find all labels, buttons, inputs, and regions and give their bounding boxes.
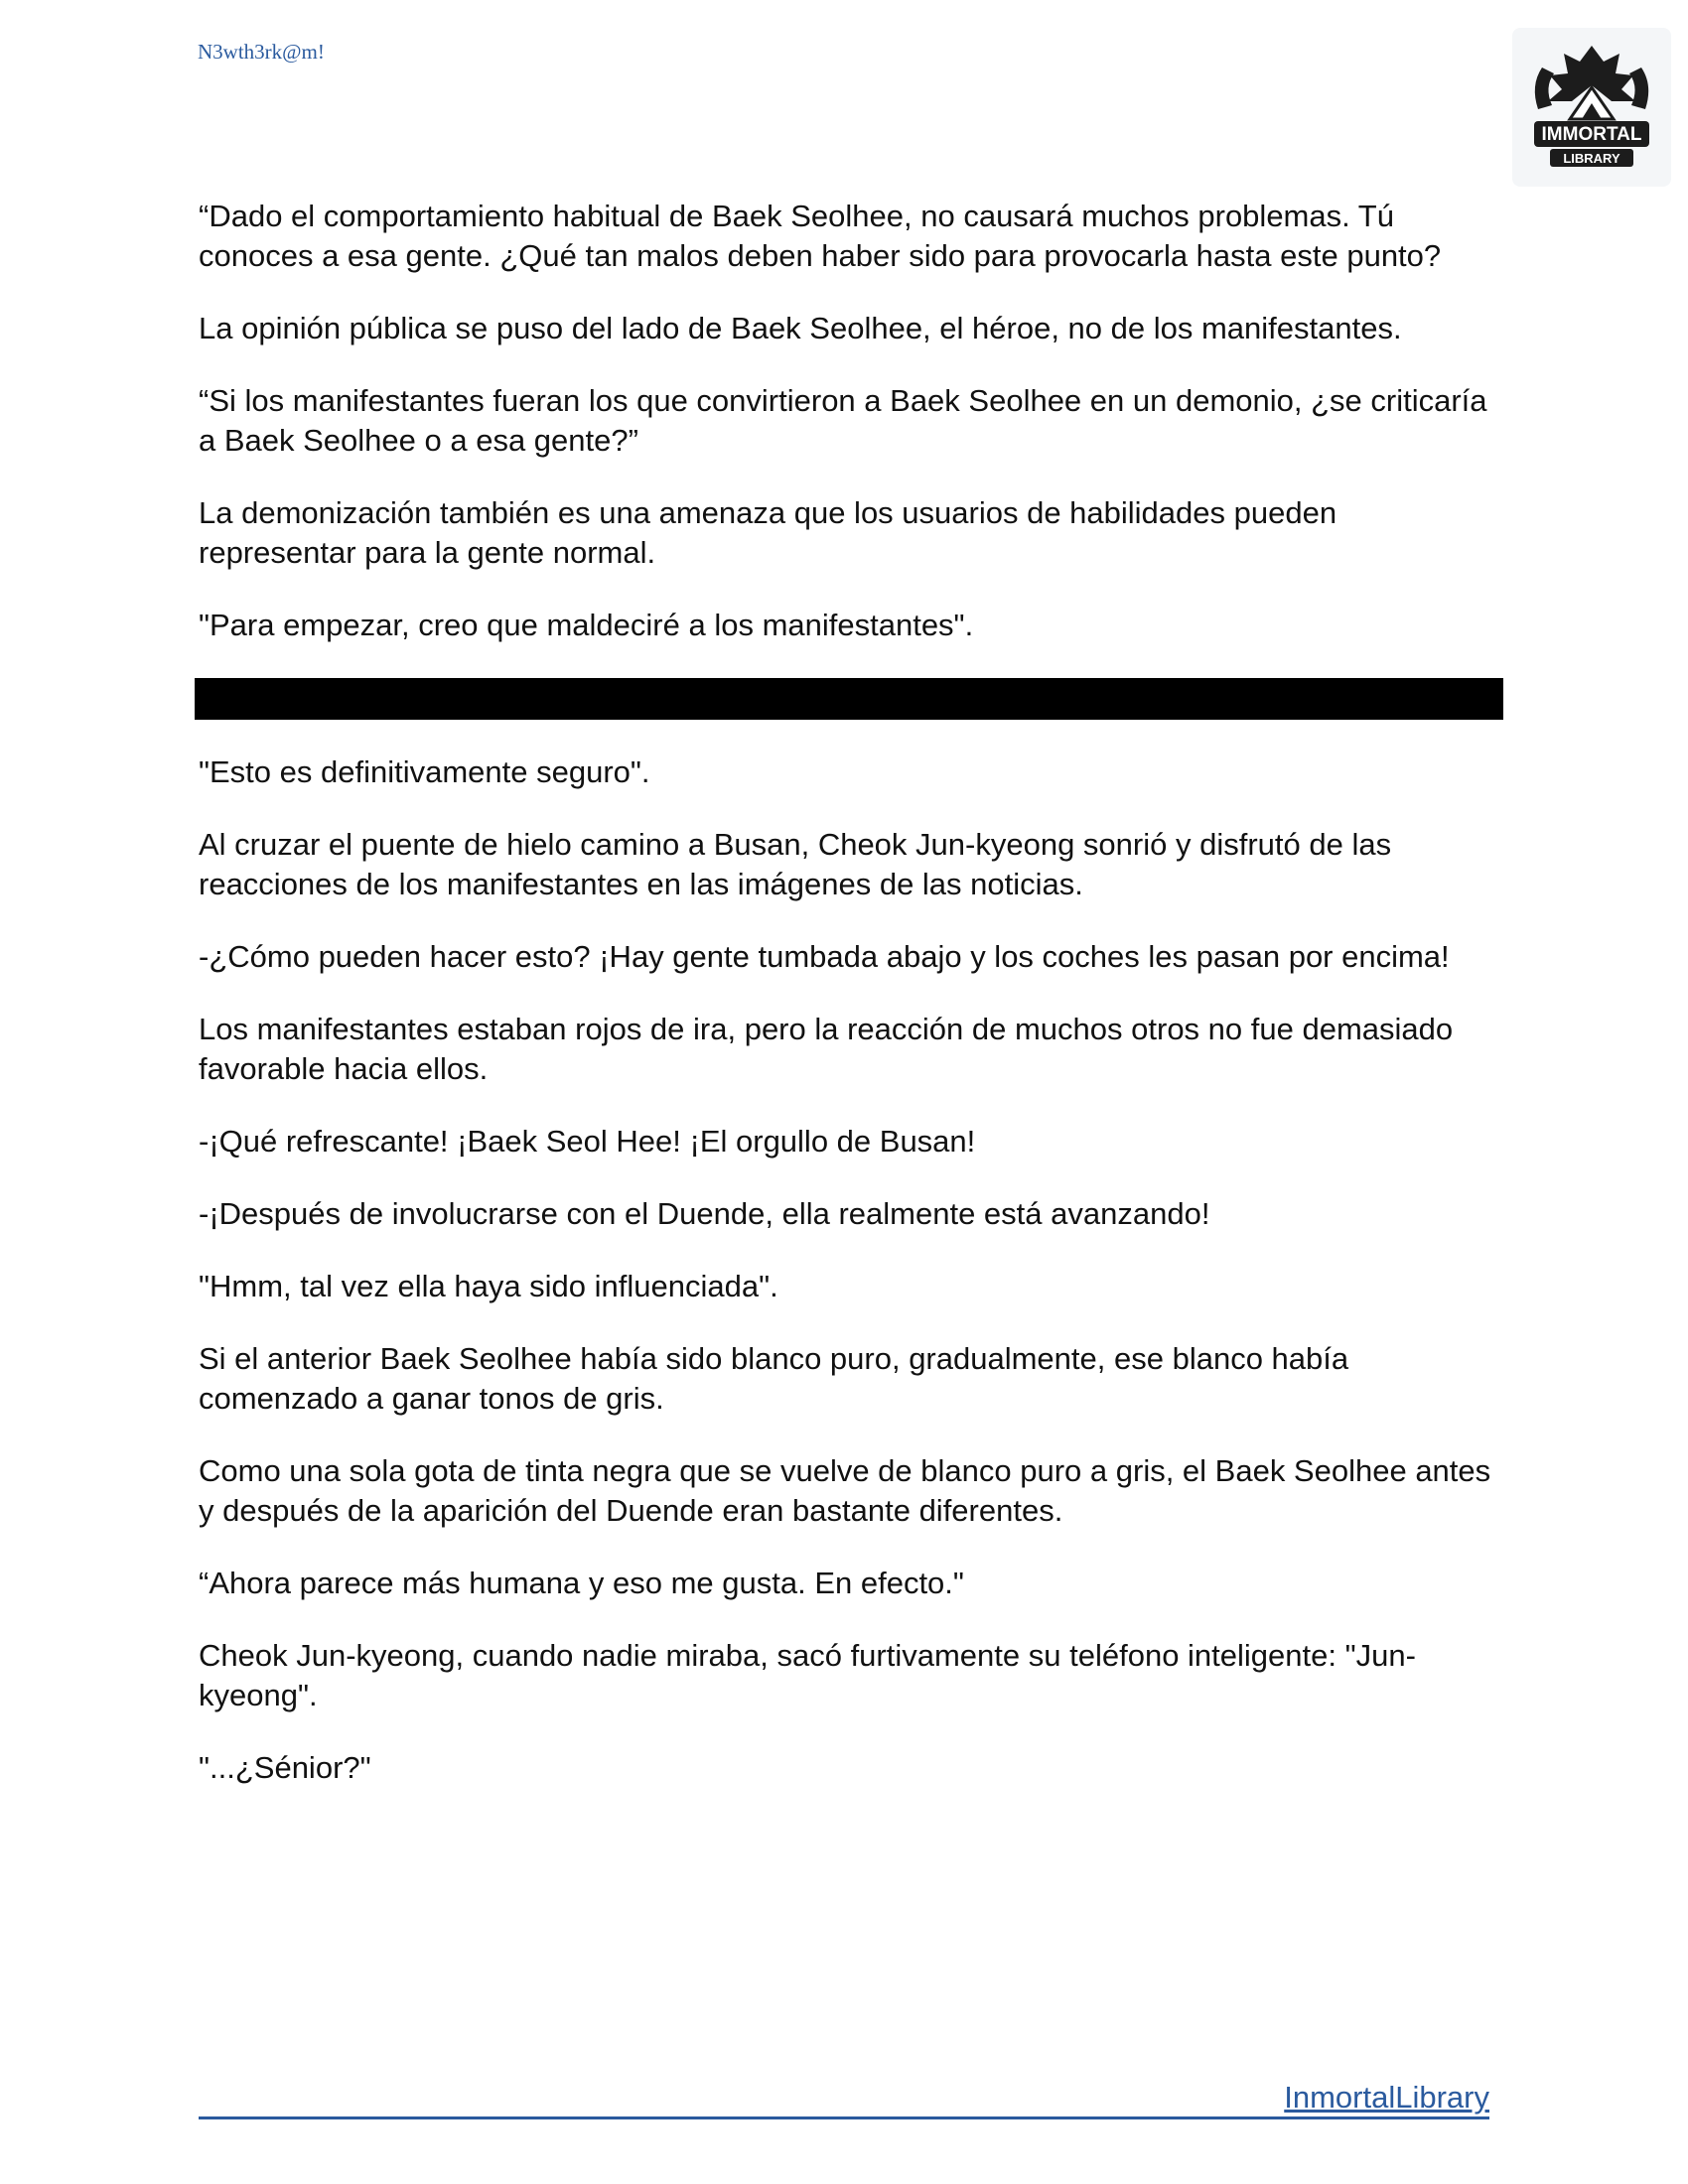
paragraph: Si el anterior Baek Seolhee había sido blanco puro, gradualmente, ese blanco había comenzado a ganar tonos de gris. bbox=[199, 1341, 1349, 1416]
paragraph: La opinión pública se puso del lado de Baek Seolhee, el héroe, no de los manifestantes. bbox=[199, 311, 1402, 345]
paragraph: Cheok Jun-kyeong, cuando nadie miraba, sacó furtivamente su teléfono inteligente: "Jun-kyeong". bbox=[199, 1638, 1416, 1712]
footer-library-link[interactable]: InmortalLibrary bbox=[1284, 2080, 1489, 2115]
footer-rule bbox=[199, 2116, 1489, 2119]
svg-text:IMMORTAL: IMMORTAL bbox=[1541, 124, 1642, 145]
paragraph: -¿Cómo pueden hacer esto? ¡Hay gente tumbada abajo y los coches les pasan por encima! bbox=[199, 939, 1450, 974]
immortal-library-logo bbox=[1512, 28, 1671, 187]
document-body bbox=[199, 197, 1499, 1821]
paragraph: “Ahora parece más humana y eso me gusta. En efecto." bbox=[199, 1566, 964, 1600]
section-divider-bar bbox=[195, 678, 1503, 720]
paragraph: -¡Qué refrescante! ¡Baek Seol Hee! ¡El orgullo de Busan! bbox=[199, 1124, 976, 1159]
paragraph: La demonización también es una amenaza que los usuarios de habilidades pueden representar para la gente normal. bbox=[199, 495, 1337, 570]
paragraph: "Esto es definitivamente seguro". bbox=[199, 754, 650, 789]
paragraph: Los manifestantes estaban rojos de ira, pero la reacción de muchos otros no fue demasiado favorable hacia ellos. bbox=[199, 1012, 1454, 1086]
paragraph: -¡Después de involucrarse con el Duende, ella realmente está avanzando! bbox=[199, 1196, 1210, 1231]
paragraph: "Hmm, tal vez ella haya sido influenciada". bbox=[199, 1269, 778, 1303]
paragraph: "Para empezar, creo que maldeciré a los manifestantes". bbox=[199, 608, 974, 642]
paragraph: Al cruzar el puente de hielo camino a Busan, Cheok Jun-kyeong sonrió y disfrutó de las reacciones de los manifestantes en las imágenes de las noticias. bbox=[199, 827, 1392, 901]
paragraph: “Si los manifestantes fueran los que convirtieron a Baek Seolhee en un demonio, ¿se criticaría a Baek Seolhee o a esa gente?” bbox=[199, 383, 1487, 458]
paragraph: "...¿Sénior?" bbox=[199, 1750, 371, 1785]
paragraph: “Dado el comportamiento habitual de Baek Seolhee, no causará muchos problemas. Tú conoces a esa gente. ¿Qué tan malos deben haber sido para provocarla hasta este punto? bbox=[199, 199, 1442, 273]
svg-text:LIBRARY: LIBRARY bbox=[1563, 151, 1620, 166]
paragraph: Como una sola gota de tinta negra que se vuelve de blanco puro a gris, el Baek Seolhee antes y después de la aparición del Duende eran bastante diferentes. bbox=[199, 1453, 1491, 1528]
header-watermark: N3wth3rk@m! bbox=[198, 40, 325, 64]
